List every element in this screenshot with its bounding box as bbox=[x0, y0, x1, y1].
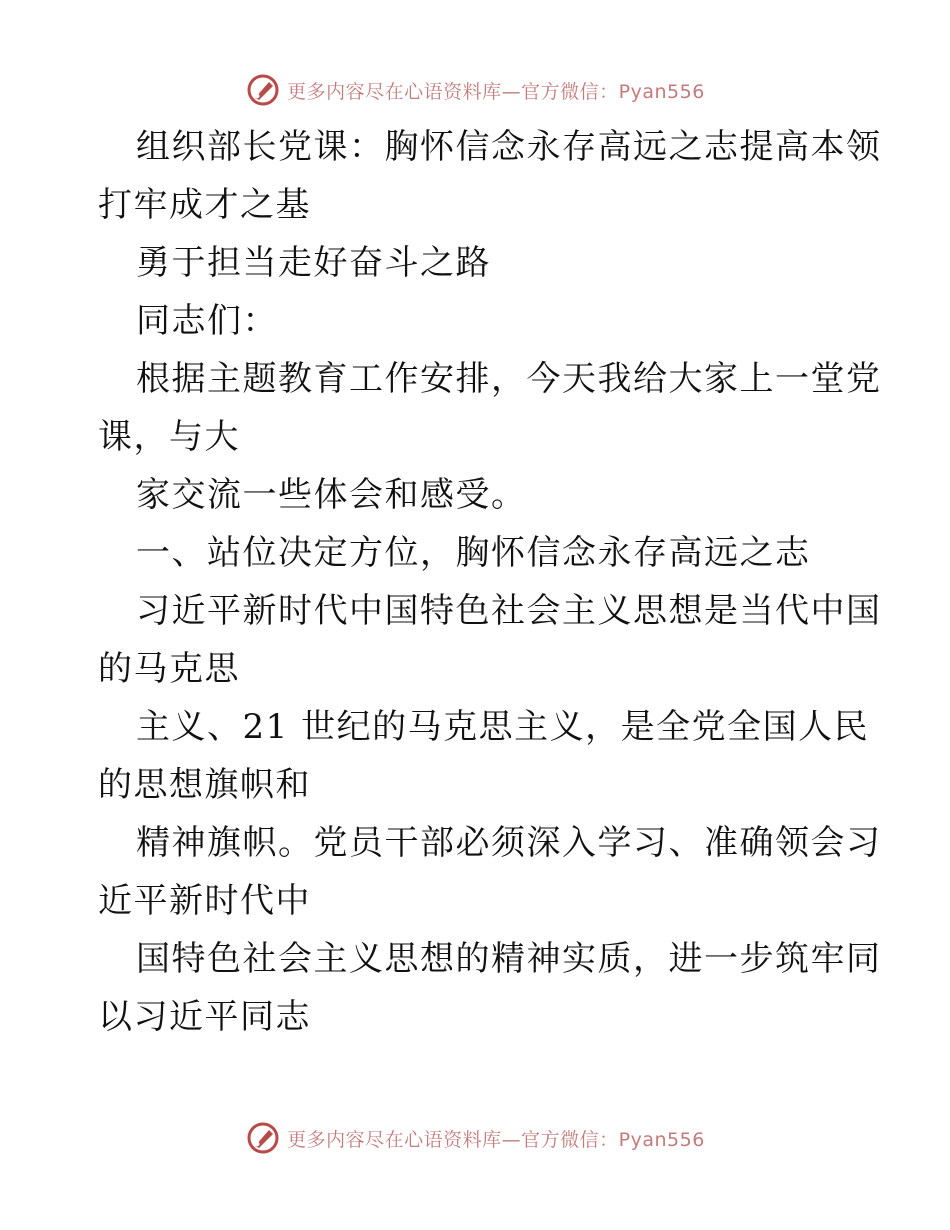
text-line: 同志们： bbox=[136, 301, 278, 341]
text-line: 家交流一些体会和感受。 bbox=[136, 475, 527, 515]
text-line: 根据主题教育工作安排，今天我给大家上一堂党 bbox=[136, 359, 882, 399]
text-line: 勇于担当走好奋斗之路 bbox=[136, 243, 491, 283]
header-watermark bbox=[0, 70, 950, 110]
text-line: 国特色社会主义思想的精神实质，进一步筑牢同 bbox=[136, 939, 882, 979]
text-line: 打牢成才之基 bbox=[98, 185, 311, 225]
text-line: 近平新时代中 bbox=[98, 881, 311, 921]
text-line: 课，与大 bbox=[98, 417, 240, 457]
text-line: 精神旗帜。党员干部必须深入学习、准确领会习 bbox=[136, 823, 882, 863]
text-line: 习近平新时代中国特色社会主义思想是当代中国 bbox=[136, 591, 882, 631]
footer-watermark bbox=[0, 1118, 950, 1158]
pen-logo-icon bbox=[245, 1120, 281, 1156]
text-line: 的马克思 bbox=[98, 649, 240, 689]
watermark-text: 更多内容尽在心语资料库—官方微信：Pyan556 bbox=[287, 1128, 705, 1151]
document-body bbox=[98, 118, 882, 1046]
text-line: 的思想旗帜和 bbox=[98, 765, 311, 805]
text-line: 组织部长党课：胸怀信念永存高远之志提高本领 bbox=[136, 127, 882, 167]
text-line: 以习近平同志 bbox=[98, 997, 311, 1037]
watermark-text: 更多内容尽在心语资料库—官方微信：Pyan556 bbox=[287, 80, 705, 103]
pen-logo-icon bbox=[245, 72, 281, 108]
text-line: 一、站位决定方位，胸怀信念永存高远之志 bbox=[136, 533, 811, 573]
text-line: 主义、21 世纪的马克思主义，是全党全国人民 bbox=[136, 707, 870, 747]
